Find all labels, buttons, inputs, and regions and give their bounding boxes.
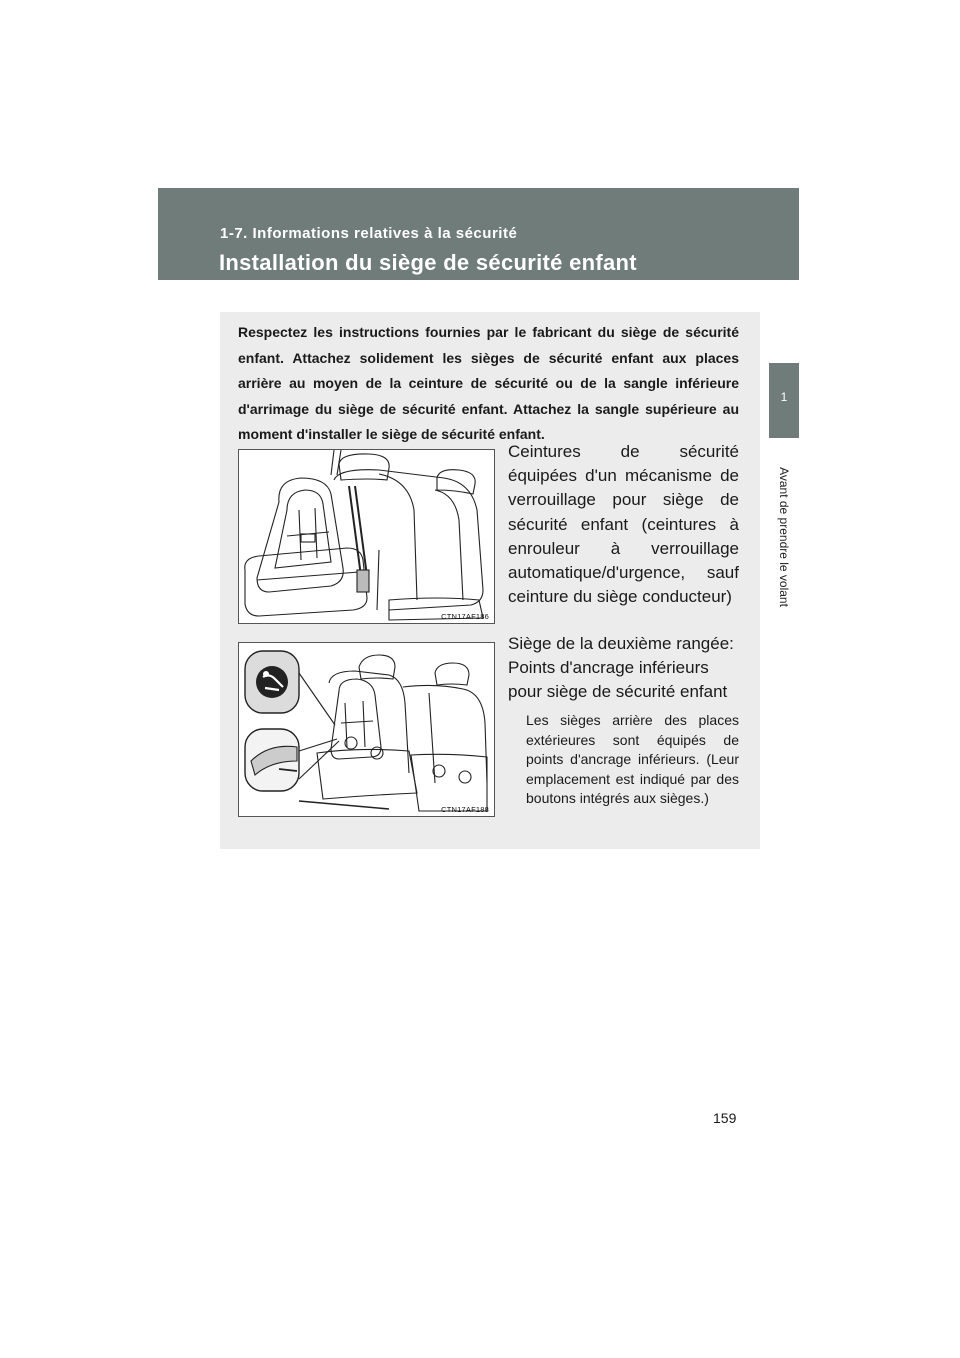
figure-lower-anchors — [238, 642, 495, 817]
item-description: Siège de la deuxième rangée: Points d'ancrage inférieurs pour siège de sécurité enfant — [508, 634, 734, 702]
chapter-label: Avant de prendre le volant — [777, 467, 791, 607]
page-title: Installation du siège de sécurité enfant — [219, 250, 637, 275]
chapter-number: 1 — [780, 390, 788, 404]
chapter-tab — [769, 363, 799, 438]
section-header — [158, 188, 799, 280]
figure-code: CTN17AF186 — [441, 612, 489, 621]
content-box — [220, 312, 760, 849]
child-seat-belt-illustration — [239, 450, 494, 623]
figure-child-seat-belt — [238, 449, 495, 624]
item-note: Les sièges arrière des places extérieures sont équipés de points d'ancrage inférieurs. (Leur emplacement est indiqué par des boutons intégrés aux sièges.) — [526, 712, 739, 807]
lower-anchors-illustration — [239, 643, 494, 816]
page-number: 159 — [713, 1110, 737, 1126]
item-description: Ceintures de sécurité équipées d'un mécanisme de verrouillage pour siège de sécurité enfant (ceintures à enrouleur à verrouillage automatique/d'urgence, sauf ceinture du siège conducteur) — [508, 442, 739, 607]
chapter-label-container — [772, 452, 796, 622]
figure-code: CTN17AF188 — [441, 805, 489, 814]
section-label: 1-7. Informations relatives à la sécurité — [220, 225, 518, 242]
intro-paragraph: Respectez les instructions fournies par le fabricant du siège de sécurité enfant. Attachez solidement les sièges de sécurité enfant aux places arrière au moyen de la ceinture de sécurité ou de la sangle inférieure d'arrimage du siège de sécurité enfant. Attachez la sangle supérieure au moment d'installer le siège de sécurité enfant. — [238, 324, 739, 442]
